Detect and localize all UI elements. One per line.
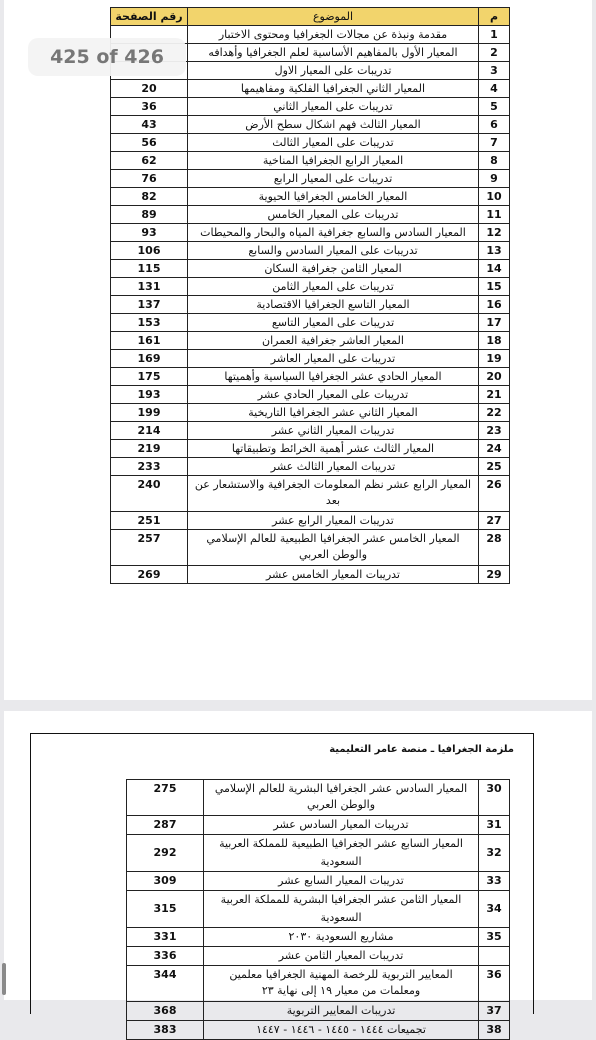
row-number: 3 [479,62,510,80]
table-row [111,278,510,296]
scroll-indicator[interactable] [2,963,6,995]
table-row [111,350,510,368]
row-page-number: 36 [111,98,188,116]
row-page-number: 269 [111,566,188,584]
table-row [111,134,510,152]
row-page-number: 131 [111,278,188,296]
row-topic: المعيار الثاني عشر الجغرافيا التاريخية [188,404,479,422]
row-number: 9 [479,170,510,188]
row-topic: المعيار السادس والسابع جغرافية المياه والبحار والمحيطات [188,224,479,242]
row-page-number: 233 [111,458,188,476]
row-topic: تدريبات على المعيار التاسع [188,314,479,332]
row-page-number: 93 [111,224,188,242]
row-number: 30 [479,780,510,816]
table-row [127,816,510,835]
row-topic: تدريبات المعيار الثاني عشر [188,422,479,440]
row-topic: المعيار الثامن جغرافية السكان [188,260,479,278]
row-number: 23 [479,422,510,440]
table-header-row [111,8,510,26]
row-number: 1 [479,26,510,44]
table-row [111,440,510,458]
row-topic: تدريبات المعيار الرابع عشر [188,512,479,530]
row-number: 6 [479,116,510,134]
row-number: 37 [479,1002,510,1021]
row-page-number: 82 [111,188,188,206]
row-topic: المعيار السادس عشر الجغرافيا البشرية للعالم الإسلامي والوطن العربي [204,780,479,816]
row-topic: تدريبات على المعيار الحادي عشر [188,386,479,404]
row-number: 2 [479,44,510,62]
row-topic: المعيار الثالث فهم اشكال سطح الأرض [188,116,479,134]
table-row [127,966,510,1002]
table-row [111,80,510,98]
row-number: 19 [479,350,510,368]
row-page-number: 106 [111,242,188,260]
row-page-number: 214 [111,422,188,440]
page-header-title: ملزمة الجغرافيا ـ منصة عامر التعليمية [329,744,514,755]
row-page-number: 251 [111,512,188,530]
row-page-number: 89 [111,206,188,224]
table-row [111,116,510,134]
row-topic: تدريبات المعيار الخامس عشر [188,566,479,584]
row-topic: تدريبات على المعيار الثاني [188,98,479,116]
table-row [127,872,510,891]
table-row [127,1002,510,1021]
row-page-number: 193 [111,386,188,404]
document-page-2 [4,711,592,1036]
table-row [111,386,510,404]
row-number: 24 [479,440,510,458]
row-number: 16 [479,296,510,314]
table-of-contents-continued [126,779,510,1040]
row-page-number: 137 [111,296,188,314]
row-number: 22 [479,404,510,422]
row-topic: مشاريع السعودية ٢٠٣٠ [204,928,479,947]
table-row [111,296,510,314]
table-row [111,152,510,170]
row-page-number: 56 [111,134,188,152]
row-number: 8 [479,152,510,170]
row-number: 17 [479,314,510,332]
row-number: 11 [479,206,510,224]
table-row [111,512,510,530]
row-topic: تدريبات على المعيار الخامس [188,206,479,224]
table-row [111,422,510,440]
row-number: 27 [479,512,510,530]
row-page-number: 161 [111,332,188,350]
table-row [111,170,510,188]
row-number: 35 [479,928,510,947]
row-number: 38 [479,1021,510,1040]
row-number: 15 [479,278,510,296]
row-topic: المعيار الحادي عشر الجغرافيا السياسية وأهميتها [188,368,479,386]
toc-body-continued [127,780,510,1040]
table-row [111,566,510,584]
row-number: 13 [479,242,510,260]
header-number: م [479,8,510,26]
row-topic: تدريبات المعيار السابع عشر [204,872,479,891]
row-page-number: 240 [111,476,188,512]
row-number: 31 [479,816,510,835]
table-row [111,458,510,476]
table-row [111,260,510,278]
row-number: 12 [479,224,510,242]
toc-body [111,26,510,584]
row-page-number: 169 [111,350,188,368]
row-page-number: 115 [111,260,188,278]
row-topic: المعيار الخامس الجغرافيا الحيوية [188,188,479,206]
row-topic: المعيار العاشر جغرافية العمران [188,332,479,350]
row-topic: المعيار الثالث عشر أهمية الخرائط وتطبيقاتها [188,440,479,458]
row-topic: المعيار التاسع الجغرافيا الاقتصادية [188,296,479,314]
row-topic: المعيار الرابع عشر نظم المعلومات الجغرافية والاستشعار عن بعد [188,476,479,512]
row-topic: تدريبات المعايير التربوية [204,1002,479,1021]
row-number: 5 [479,98,510,116]
row-page-number: 275 [127,780,204,816]
row-topic: تدريبات المعيار الثامن عشر [204,947,479,966]
row-page-number: 383 [127,1021,204,1040]
row-number: 34 [479,891,510,928]
row-topic: المعيار الأول بالمفاهيم الأساسية لعلم الجغرافيا وأهدافه [188,44,479,62]
row-topic: المعايير التربوية للرخصة المهنية الجغرافيا معلمين ومعلمات من معيار ١٩ إلى نهاية ٢٣ [204,966,479,1002]
row-page-number: 257 [111,530,188,566]
row-number: 29 [479,566,510,584]
table-row [127,780,510,816]
row-page-number: 219 [111,440,188,458]
row-number: 25 [479,458,510,476]
row-number: 32 [479,835,510,872]
table-row [127,891,510,928]
document-page-1 [4,0,592,700]
row-topic: المعيار الثاني الجغرافيا الفلكية ومفاهيمها [188,80,479,98]
row-number [479,947,510,966]
table-row [127,947,510,966]
row-page-number: 331 [127,928,204,947]
header-page: رقم الصفحة [111,8,188,26]
row-topic: المعيار السابع عشر الجغرافيا الطبيعية للمملكة العربية السعودية [204,835,479,872]
row-topic: تدريبات المعيار الثالث عشر [188,458,479,476]
row-number: 4 [479,80,510,98]
header-topic: الموضوع [188,8,479,26]
table-row [111,188,510,206]
table-row [111,98,510,116]
table-row [111,332,510,350]
table-row [111,314,510,332]
row-topic: تجميعات ١٤٤٤ - ١٤٤٥ - ١٤٤٦ - ١٤٤٧ [204,1021,479,1040]
row-topic: المعيار الخامس عشر الجغرافيا الطبيعية للعالم الإسلامي والوطن العربي [188,530,479,566]
row-topic: المعيار الثامن عشر الجغرافيا البشرية للمملكة العربية السعودية [204,891,479,928]
row-page-number: 175 [111,368,188,386]
table-row [111,530,510,566]
row-page-number: 368 [127,1002,204,1021]
row-topic: تدريبات على المعيار العاشر [188,350,479,368]
table-row [111,224,510,242]
row-topic: تدريبات على المعيار الثالث [188,134,479,152]
row-number: 14 [479,260,510,278]
row-page-number: 292 [127,835,204,872]
row-topic: تدريبات على المعيار الرابع [188,170,479,188]
table-row [111,242,510,260]
row-number: 7 [479,134,510,152]
row-number: 21 [479,386,510,404]
row-page-number: 153 [111,314,188,332]
table-row [111,206,510,224]
row-topic: تدريبات المعيار السادس عشر [204,816,479,835]
row-page-number: 309 [127,872,204,891]
row-page-number: 62 [111,152,188,170]
table-row [111,404,510,422]
table-row [111,476,510,512]
row-number: 26 [479,476,510,512]
row-topic: تدريبات على المعيار الاول [188,62,479,80]
row-number: 20 [479,368,510,386]
row-page-number: 336 [127,947,204,966]
row-number: 33 [479,872,510,891]
row-page-number: 315 [127,891,204,928]
table-row [127,1021,510,1040]
row-number: 10 [479,188,510,206]
row-number: 28 [479,530,510,566]
table-row [127,835,510,872]
row-number: 18 [479,332,510,350]
row-page-number: 20 [111,80,188,98]
page-counter-badge: 425 of 426 [28,38,186,76]
row-page-number: 287 [127,816,204,835]
row-page-number: 344 [127,966,204,1002]
row-topic: تدريبات على المعيار الثامن [188,278,479,296]
row-page-number: 76 [111,170,188,188]
table-row [127,928,510,947]
row-topic: مقدمة ونبذة عن مجالات الجغرافيا ومحتوى الاختبار [188,26,479,44]
row-page-number: 199 [111,404,188,422]
table-of-contents [110,7,510,584]
row-topic: تدريبات على المعيار السادس والسابع [188,242,479,260]
row-number: 36 [479,966,510,1002]
row-topic: المعيار الرابع الجغرافيا المناخية [188,152,479,170]
table-row [111,368,510,386]
row-page-number: 43 [111,116,188,134]
